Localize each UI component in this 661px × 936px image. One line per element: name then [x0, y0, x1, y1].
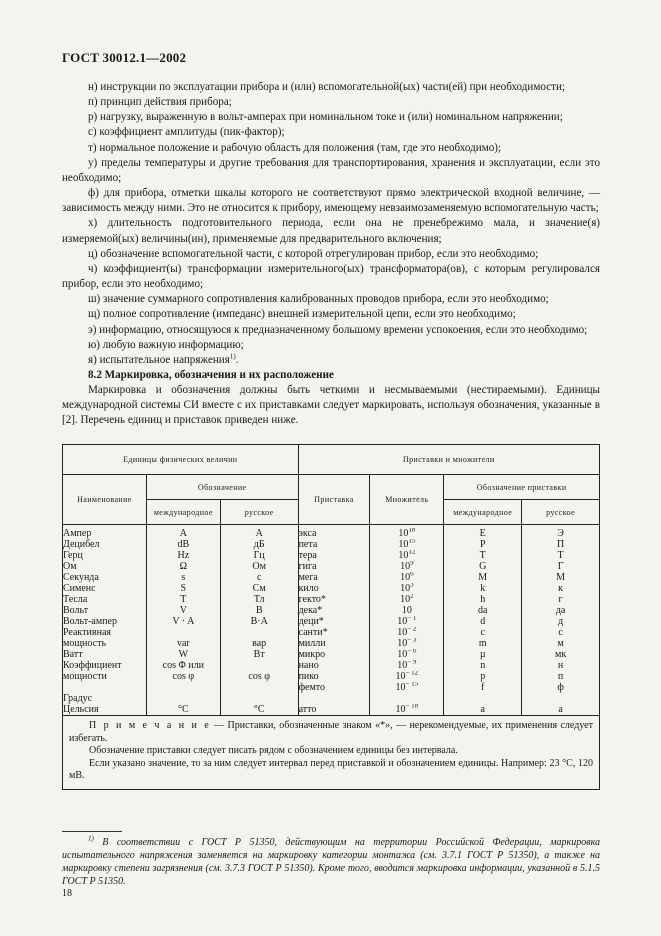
- exponent: 2: [410, 594, 414, 600]
- table-cell: $10^{- 1}$: [370, 616, 443, 627]
- exponent: 9: [410, 561, 414, 567]
- table-cell: г: [558, 594, 563, 605]
- col-header-multiplier: Множитель: [370, 475, 444, 525]
- table-cell: милли: [298, 638, 326, 649]
- table-cell: $10^{12}$: [370, 550, 443, 561]
- exponent: − 18: [405, 704, 419, 710]
- prefix-column: [298, 525, 370, 716]
- table-cell: См: [252, 583, 266, 594]
- table-cell: M: [478, 572, 488, 583]
- table-cell: f: [481, 682, 485, 693]
- table-cell: $10^{- 6}$: [370, 649, 443, 660]
- table-cell: к: [558, 583, 564, 594]
- table-cell: п: [557, 671, 564, 682]
- table-cell: dB: [177, 539, 190, 550]
- table-cell: $10^{- 3}$: [370, 638, 443, 649]
- table-cell: В: [255, 605, 263, 616]
- multiplier-column: [370, 525, 444, 716]
- table-cell: [147, 627, 220, 638]
- table-cell: [370, 693, 443, 704]
- list-item: ч) коэффициент(ы) трансформации измерительного(ых) трансформатора(ов), с которым регулировался прибор, если это необходимо;: [62, 262, 600, 291]
- table-cell: T: [479, 550, 486, 561]
- table-cell: Вольт-ампер: [63, 616, 117, 627]
- table-cell: °C: [178, 704, 189, 715]
- table-cell: [522, 693, 599, 704]
- table-cell: Г: [557, 561, 564, 572]
- table-cell: m: [478, 638, 487, 649]
- list-item: э) информацию, относящуюся к предназначенному большому времени успокоения, если это необходимо;: [88, 323, 588, 336]
- table-cell: E: [479, 528, 486, 539]
- table-cell: н: [557, 660, 564, 671]
- col-header-designation: Обозначение: [146, 475, 298, 500]
- note-line-3: Если указано значение, то за ним следует интервал перед приставкой и обозначением единицы. Например: 23 °С, 120 мВ.: [69, 757, 593, 781]
- table-cell: $10^9$: [370, 561, 443, 572]
- note-text: — Приставки, обозначенные знаком «*», — нерекомендуемые, их применения следует избегать.: [69, 720, 593, 744]
- note-label: П р и м е ч а н и е: [89, 720, 211, 731]
- table-cell: [147, 682, 220, 693]
- table-cell: м: [557, 638, 564, 649]
- table-cell: мощности: [63, 671, 107, 682]
- table-cell: Децибел: [63, 539, 100, 550]
- exponent: 15: [408, 539, 416, 545]
- last-item-text: я) испытательное напряжения: [88, 353, 230, 366]
- table-cell: $10^{- 12}$: [370, 671, 443, 682]
- footnote-text: В соответствии с ГОСТ Р 51350, действующим на территории Российской Федерации, маркировка испытательного напряжения заменяется на маркировку категории монтажа (см. 3.7.1 ГОСТ Р 51350), а также на маркировку степени загрязнения (см. 3.7.3 ГОСТ Р 51350). Кроме того, вводится маркировка информации, указанной в 5.1.5 ГОСТ Р 51350.: [62, 837, 601, 887]
- table-cell: Вольт: [63, 605, 89, 616]
- table-cell: 10: [401, 605, 412, 616]
- table-cell: кило: [298, 583, 319, 594]
- document-header: ГОСТ 30012.1—2002: [62, 50, 187, 65]
- exponent: 3: [410, 583, 414, 589]
- table-cell: [221, 660, 298, 671]
- table-cell: µ: [479, 649, 486, 660]
- exponent: − 3: [407, 638, 417, 644]
- col-header-prefix-intl: международное: [444, 500, 522, 525]
- table-cell: cos Φ или: [162, 660, 204, 671]
- exponent: − 2: [407, 627, 417, 633]
- table-cell: вар: [252, 638, 267, 649]
- table-cell: cos φ: [172, 671, 195, 682]
- table-cell: Цельсия: [63, 704, 99, 715]
- table-cell: p: [480, 671, 486, 682]
- table-cell: [221, 682, 298, 693]
- table-cell: [444, 693, 521, 704]
- table-cell: Реактивная: [63, 627, 111, 638]
- col-header-name: Наименование: [63, 475, 147, 525]
- table-cell: c: [480, 627, 485, 638]
- list-item: щ) полное сопротивление (импеданс) внешней измерительной цепи, если это необходимо;: [88, 308, 516, 321]
- page-number: 18: [62, 888, 72, 899]
- exponent: 12: [408, 550, 416, 556]
- table-cell: атто: [298, 704, 317, 715]
- table-cell: A: [179, 528, 187, 539]
- table-cell: а: [558, 704, 563, 715]
- table-cell: Ватт: [63, 649, 83, 660]
- col-header-prefix-designation: Обозначение приставки: [444, 475, 600, 500]
- list-item: с) коэффициент амплитуды (пик-фактор);: [88, 126, 285, 139]
- col-header-prefix-rus: русское: [522, 500, 600, 525]
- table-cell: Гц: [253, 550, 265, 561]
- table-cell: фемто: [298, 682, 326, 693]
- table-cell: дБ: [253, 539, 265, 550]
- table-cell: Тесла: [63, 594, 88, 605]
- units-intl-column: [146, 525, 220, 716]
- table-cell: V: [179, 605, 187, 616]
- table-cell: гекто*: [298, 594, 326, 605]
- table-cell: Т: [557, 550, 564, 561]
- table-cell: деци*: [298, 616, 324, 627]
- table-cell: А: [255, 528, 263, 539]
- table-cell: санти*: [298, 627, 328, 638]
- units-prefixes-table: [62, 444, 600, 790]
- table-cell: [63, 682, 146, 693]
- table-cell: Ом: [63, 561, 77, 572]
- exponent: − 1: [407, 616, 417, 622]
- col-header-prefix: Приставка: [298, 475, 370, 525]
- list-item: ц) обозначение вспомогательной части, с которой отрегулирован прибор, если это необходимо;: [88, 247, 539, 260]
- table-cell: s: [181, 572, 186, 583]
- footnote: [62, 836, 600, 888]
- table-cell: k: [480, 583, 486, 594]
- table-cell: [299, 693, 370, 704]
- table-cell: $10^3$: [370, 583, 443, 594]
- col-header-rus: русское: [220, 500, 298, 525]
- table-cell: $10^6$: [370, 572, 443, 583]
- table-cell: T: [180, 594, 187, 605]
- table-cell: $10^{- 9}$: [370, 660, 443, 671]
- table-cell: [221, 693, 298, 704]
- list-item: у) пределы температуры и другие требования для транспортирования, хранения и эксплуатации, если это необходимо;: [62, 156, 600, 184]
- exponent: − 15: [405, 682, 419, 688]
- exponent: − 6: [407, 649, 417, 655]
- units-name-column: [63, 525, 147, 716]
- table-cell: Hz: [177, 550, 190, 561]
- table-cell: В·А: [250, 616, 268, 627]
- table-cell: $10^{15}$: [370, 539, 443, 550]
- footnote-rule: [62, 831, 122, 832]
- table-cell: S: [180, 583, 187, 594]
- list-item: р) нагрузку, выраженную в вольт-амперах при номинальном токе и (или) номинальном напряжении;: [88, 111, 563, 124]
- table-cell: с: [256, 572, 262, 583]
- table-note: [63, 716, 600, 790]
- table-cell: $10^{- 18}$: [370, 704, 443, 715]
- table-cell: var: [176, 638, 190, 649]
- list-item: ф) для прибора, отметки шкалы которого не соответствуют прямо электрической входной величине, — зависимость между ними. Это не относится к прибору, имеющему невзаимозаменяемую вспомогательную часть;: [62, 187, 600, 215]
- table-cell: Ом: [252, 561, 266, 572]
- table-cell: Коэффициент: [63, 660, 122, 671]
- table-cell: д: [558, 616, 564, 627]
- body-text: [62, 80, 600, 429]
- table-cell: G: [479, 561, 487, 572]
- table-cell: мк: [554, 649, 567, 660]
- table-cell: W: [178, 649, 189, 660]
- table-cell: мощность: [63, 638, 106, 649]
- list-item: ш) значение суммарного сопротивления калиброванных проводов прибора, если это необходимо;: [88, 293, 549, 306]
- table-cell: Тл: [253, 594, 265, 605]
- list-item: х) длительность подготовительного периода, если она не пренебрежимо мала, и значение(я) измеряемой(ых) величины(ин), применяемые для предварительного включения;: [62, 217, 600, 245]
- table-cell: нано: [298, 660, 319, 671]
- list-item: ю) любую важную информацию;: [88, 338, 244, 351]
- table-cell: микро: [298, 649, 326, 660]
- table-cell: $10^{18}$: [370, 528, 443, 539]
- list-item-last: я) испытательное напряжения$^{1)}$.: [88, 352, 239, 366]
- group-header-units: Единицы физических величин: [63, 445, 299, 475]
- table-cell: экса: [298, 528, 317, 539]
- list-item: т) нормальное положение и рабочую область для положения (там, где это необходимо);: [88, 141, 502, 154]
- units-rus-column: [220, 525, 298, 716]
- section-paragraph: Маркировка и обозначения должны быть четкими и несмываемыми (нестираемыми). Единицы международной системы СИ вместе с их приставками следует маркировать, используя обозначения, указанные в [2]. Перечень единиц и приставок приведен ниже.: [62, 384, 600, 427]
- table-cell: a: [480, 704, 485, 715]
- footnote-mark: 1): [88, 834, 94, 843]
- table-cell: Э: [557, 528, 564, 539]
- prefix-rus-column: [522, 525, 600, 716]
- table-cell: Вт: [253, 649, 265, 660]
- section-heading: 8.2 Маркировка, обозначения и их расположение: [88, 368, 334, 381]
- table-cell: $10^{- 2}$: [370, 627, 443, 638]
- table-cell: P: [479, 539, 486, 550]
- list-item: н) инструкции по эксплуатации прибора и (или) вспомогательной(ых) части(ей) при необходимости;: [88, 81, 566, 93]
- table-cell: Ω: [179, 561, 188, 572]
- exponent: 18: [408, 528, 416, 534]
- table-cell: V · A: [172, 616, 195, 627]
- table-cell: Сименс: [63, 583, 96, 594]
- table-cell: n: [480, 660, 486, 671]
- table-cell: [147, 693, 220, 704]
- table-cell: пета: [298, 539, 318, 550]
- table-cell: da: [477, 605, 488, 616]
- table-cell: да: [555, 605, 566, 616]
- table-cell: [221, 627, 298, 638]
- list-item: п) принцип действия прибора;: [88, 96, 232, 109]
- table-cell: мега: [298, 572, 318, 583]
- table-cell: $10^2$: [370, 594, 443, 605]
- footnote-ref[interactable]: 1): [229, 352, 236, 361]
- table-cell: Герц: [63, 550, 83, 561]
- table-cell: дека*: [298, 605, 323, 616]
- table-cell: Ампер: [63, 528, 92, 539]
- table-cell: М: [556, 572, 566, 583]
- table-cell: Градус: [63, 693, 93, 704]
- table-cell: пико: [298, 671, 319, 682]
- note-line-2: Обозначение приставки следует писать рядом с обозначением единицы без интервала.: [89, 745, 458, 756]
- table-cell: с: [558, 627, 563, 638]
- table-cell: h: [480, 594, 486, 605]
- table-cell: $10^{- 15}$: [370, 682, 443, 693]
- table-cell: тера: [298, 550, 317, 561]
- table-cell: d: [480, 616, 486, 627]
- exponent: − 9: [407, 660, 417, 666]
- table-cell: cos φ: [248, 671, 270, 682]
- table-cell: гига: [298, 561, 317, 572]
- exponent: − 12: [405, 671, 419, 677]
- table-cell: ф: [557, 682, 564, 693]
- table-cell: °С: [253, 704, 265, 715]
- table-cell: Секунда: [63, 572, 99, 583]
- group-header-prefixes: Приставки и множители: [298, 445, 599, 475]
- col-header-intl: международное: [146, 500, 220, 525]
- table-cell: П: [556, 539, 565, 550]
- prefix-intl-column: [444, 525, 522, 716]
- exponent: 6: [410, 572, 414, 578]
